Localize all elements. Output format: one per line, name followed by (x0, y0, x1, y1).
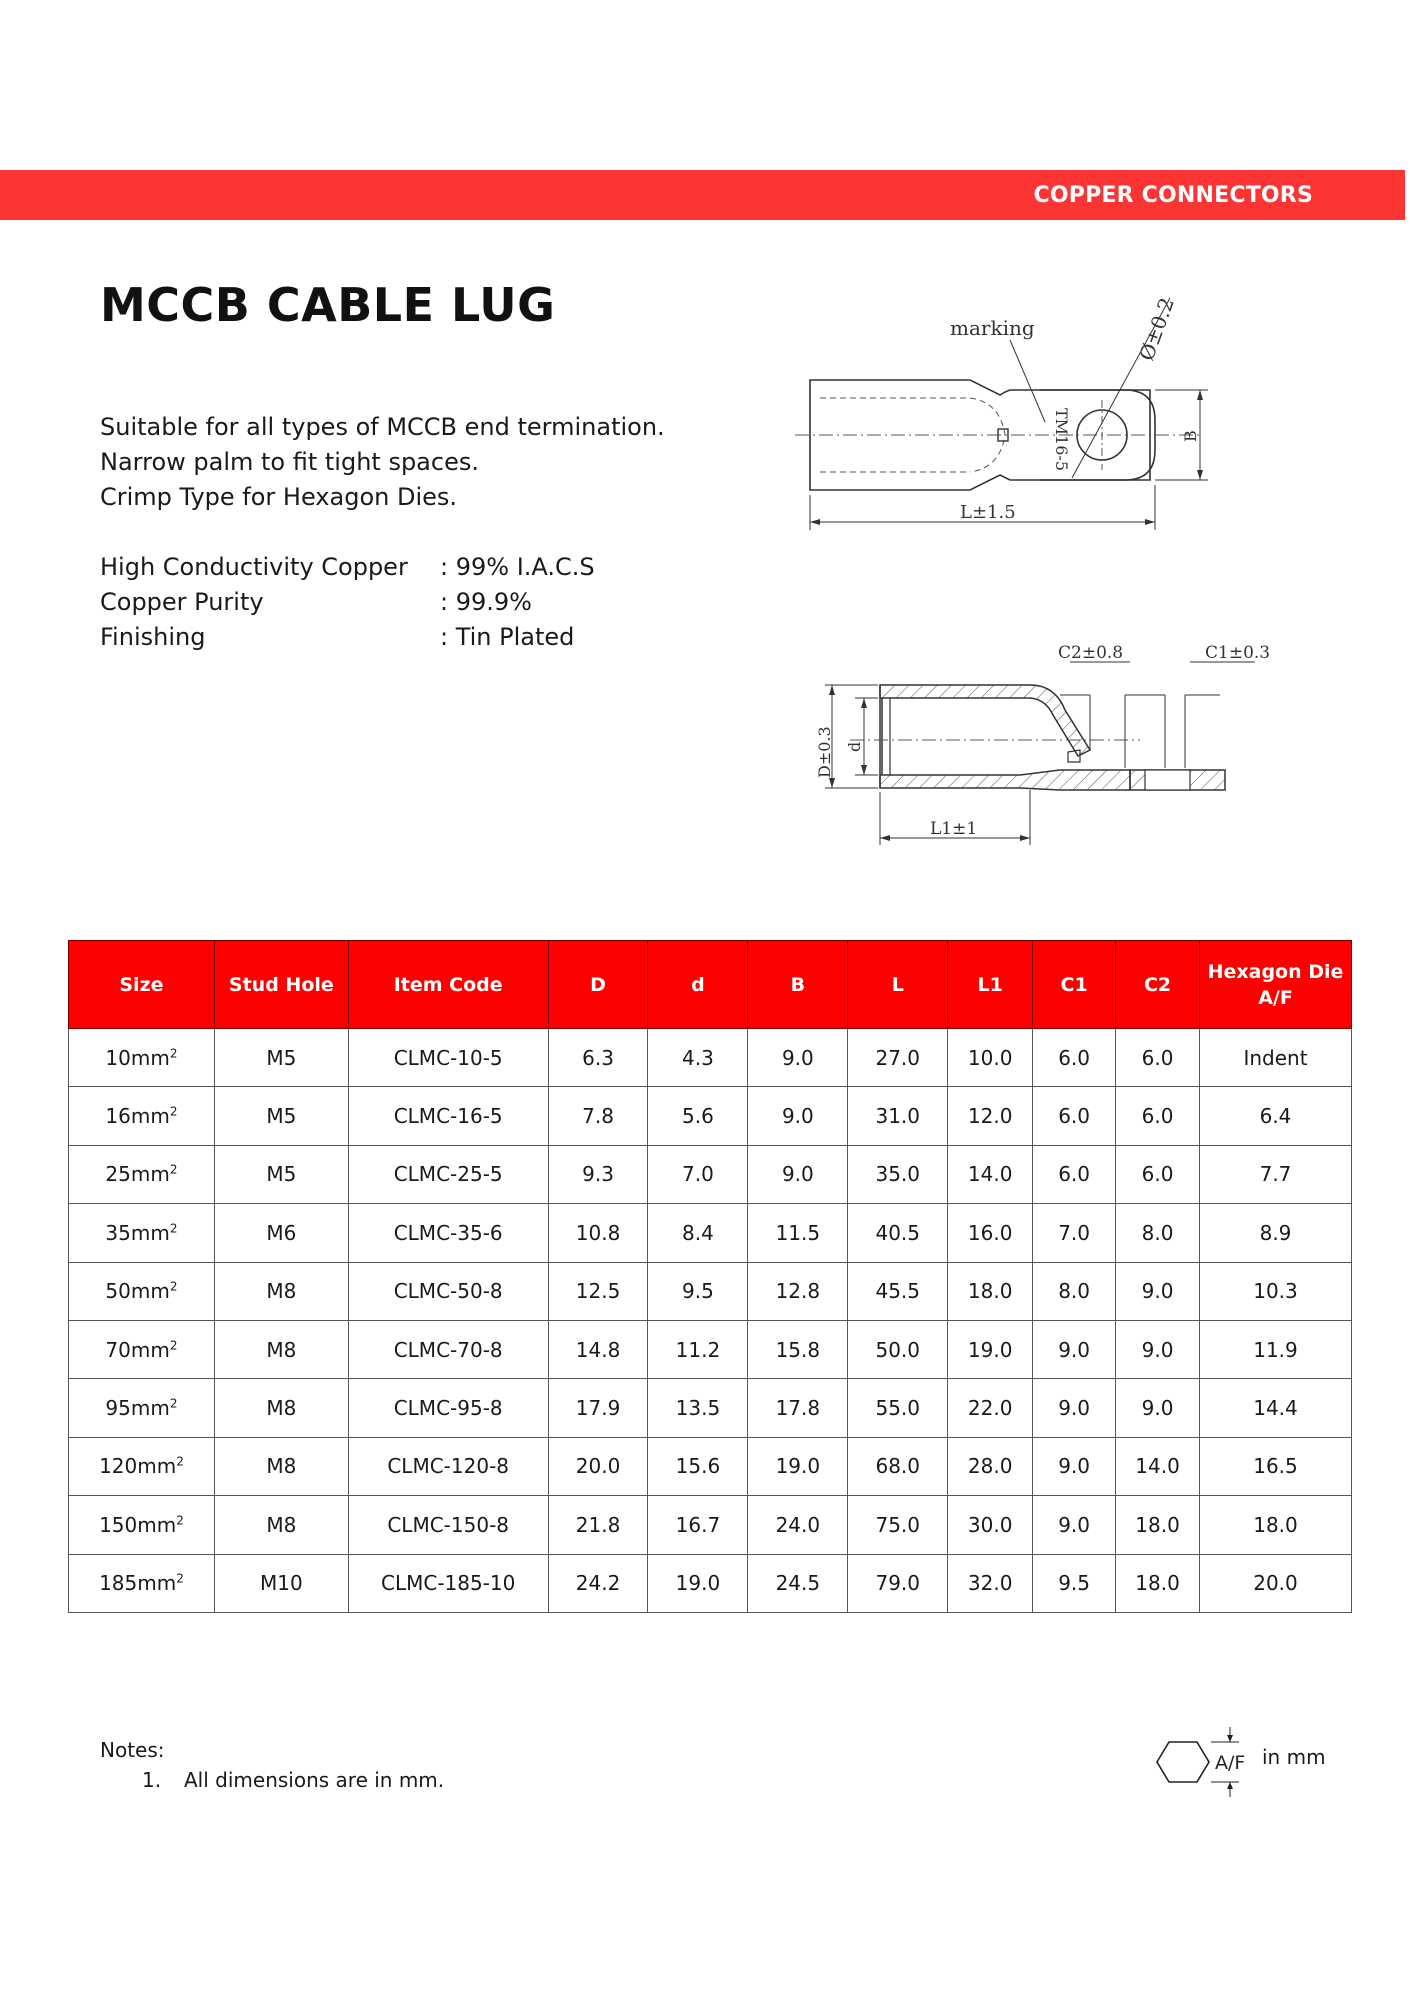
cell-value: 6.0 (1141, 1162, 1174, 1187)
cell-value: 11.5 (775, 1220, 821, 1245)
cell-value: 19.0 (775, 1454, 821, 1479)
cell-value: 10.0 (967, 1045, 1013, 1070)
header-banner (0, 170, 1405, 220)
table-cell (848, 1496, 948, 1554)
table-cell (1200, 1320, 1352, 1378)
cell-value: 95mm (105, 1396, 170, 1421)
notes-heading: Notes: (100, 1738, 165, 1762)
table-cell (948, 1554, 1033, 1612)
cell-value: 6.0 (1058, 1104, 1090, 1129)
cell-value: 13.5 (675, 1396, 721, 1421)
cell-value: CLMC-16-5 (393, 1104, 503, 1129)
cell-value: 14.0 (1135, 1454, 1180, 1479)
dimensions-table (68, 940, 1352, 1613)
cell-value: 150mm (99, 1512, 177, 1537)
cell-value: 20.0 (575, 1454, 621, 1479)
marking-label: marking (950, 316, 1035, 340)
cell-value: M5 (266, 1104, 297, 1129)
cell-value: 4.3 (682, 1045, 714, 1070)
cell-value: 12.8 (775, 1279, 821, 1304)
feature-list (100, 410, 665, 515)
table-cell (948, 1379, 1033, 1437)
l-dimension-label: L±1.5 (960, 502, 1016, 523)
cell-value: M5 (266, 1045, 297, 1070)
table-cell (648, 1554, 748, 1612)
table-cell (1200, 1204, 1352, 1262)
column-header: L1 (948, 941, 1033, 1029)
cell-value: 14.4 (1253, 1396, 1298, 1421)
cell-value: M8 (266, 1512, 297, 1537)
cell-value: 22.0 (967, 1396, 1013, 1421)
cell-value: 16mm (105, 1104, 170, 1129)
table-cell (748, 1087, 848, 1145)
cell-value: 24.5 (775, 1571, 821, 1596)
cell-value: 9.5 (1058, 1571, 1090, 1596)
table-cell (1033, 1379, 1116, 1437)
table-cell (348, 1379, 548, 1437)
table-cell (214, 1437, 348, 1495)
table-cell (548, 1204, 648, 1262)
cell-value: 27.0 (875, 1045, 921, 1070)
table-cell (348, 1496, 548, 1554)
d-outer-dimension-label: D±0.3 (815, 726, 834, 778)
unit-superscript: 2 (169, 1396, 178, 1411)
d-inner-dimension-label: d (845, 741, 864, 752)
cell-value: 6.0 (1141, 1045, 1174, 1070)
unit-label: in mm (1262, 1745, 1326, 1769)
cell-value: 14.8 (575, 1337, 621, 1362)
spec-value: : 99.9% (440, 588, 532, 616)
cell-value: 68.0 (875, 1454, 921, 1479)
table-cell (69, 1262, 215, 1320)
lug-side-view-drawing (770, 640, 1271, 850)
cell-value: CLMC-10-5 (393, 1045, 503, 1070)
table-cell (548, 1145, 648, 1203)
cell-value: 8.0 (1058, 1279, 1090, 1304)
cell-value: 10mm (105, 1045, 170, 1070)
notes-section (100, 1735, 444, 1795)
table-cell (1116, 1320, 1200, 1378)
table-row (69, 1379, 1352, 1437)
cell-value: 20.0 (1253, 1571, 1298, 1596)
table-cell (848, 1437, 948, 1495)
cell-value: 120mm (99, 1454, 177, 1479)
cell-value: 185mm (99, 1571, 177, 1596)
cell-value: 45.5 (875, 1279, 921, 1304)
table-cell (848, 1320, 948, 1378)
unit-superscript: 2 (176, 1454, 184, 1469)
table-cell (1200, 1496, 1352, 1554)
table-cell (948, 1320, 1033, 1378)
table-cell (69, 1437, 215, 1495)
cell-value: 6.3 (582, 1045, 614, 1070)
cell-value: 9.0 (781, 1162, 814, 1187)
table-cell (548, 1087, 648, 1145)
table-cell (948, 1029, 1033, 1087)
table-cell (648, 1029, 748, 1087)
table-row (69, 1204, 1352, 1262)
table-cell (69, 1320, 215, 1378)
cell-value: 7.7 (1259, 1162, 1292, 1187)
table-cell (848, 1379, 948, 1437)
table-cell (748, 1496, 848, 1554)
table-row (69, 1320, 1352, 1378)
table-cell (1033, 1320, 1116, 1378)
af-label: A/F (1215, 1752, 1246, 1774)
cell-value: 8.9 (1259, 1220, 1292, 1245)
cell-value: 9.0 (1058, 1512, 1090, 1537)
cell-value: 28.0 (967, 1454, 1013, 1479)
feature-item: Suitable for all types of MCCB end termination. (100, 413, 665, 441)
b-dimension-label: B (1181, 430, 1200, 442)
cell-value: 7.0 (1058, 1220, 1090, 1245)
table-cell (548, 1437, 648, 1495)
table-cell (348, 1554, 548, 1612)
table-row (69, 1262, 1352, 1320)
column-header: C2 (1116, 941, 1200, 1029)
category-label: COPPER CONNECTORS (1033, 183, 1313, 208)
cell-value: M5 (266, 1162, 297, 1187)
cell-value: M8 (266, 1337, 297, 1362)
cell-value: M8 (266, 1279, 297, 1304)
unit-superscript: 2 (169, 1104, 178, 1119)
unit-superscript: 2 (169, 1279, 178, 1294)
column-header: Item Code (348, 941, 548, 1029)
cell-value: 6.4 (1259, 1104, 1292, 1129)
table-cell (848, 1554, 948, 1612)
table-cell (548, 1496, 648, 1554)
table-cell (1116, 1262, 1200, 1320)
cell-value: 9.0 (781, 1104, 814, 1129)
cell-value: 10.3 (1253, 1279, 1298, 1304)
table-cell (548, 1379, 648, 1437)
column-header: Stud Hole (214, 941, 348, 1029)
table-cell (1116, 1145, 1200, 1203)
cell-value: CLMC-150-8 (387, 1512, 510, 1537)
table-header-row (69, 941, 1352, 1029)
cell-value: 17.9 (575, 1396, 621, 1421)
table-cell (748, 1262, 848, 1320)
table-cell (1116, 1379, 1200, 1437)
cell-value: 9.0 (1058, 1337, 1090, 1362)
spec-value: : 99% I.A.C.S (440, 553, 595, 581)
column-header-hexagon-die (1200, 941, 1352, 1029)
cell-value: 50.0 (875, 1337, 921, 1362)
table-cell (848, 1087, 948, 1145)
cell-value: 12.0 (967, 1104, 1013, 1129)
table-cell (1200, 1145, 1352, 1203)
cell-value: Indent (1243, 1045, 1308, 1070)
c1-dimension-label: C1±0.3 (1205, 643, 1271, 663)
table-cell (748, 1145, 848, 1203)
table-cell (948, 1496, 1033, 1554)
table-cell (848, 1262, 948, 1320)
cell-value: 10.8 (575, 1220, 621, 1245)
table-cell (214, 1379, 348, 1437)
cell-value: 16.7 (675, 1512, 721, 1537)
table-cell (648, 1204, 748, 1262)
table-cell (1033, 1145, 1116, 1203)
feature-item: Crimp Type for Hexagon Dies. (100, 483, 458, 511)
cell-value: CLMC-95-8 (393, 1396, 503, 1421)
cell-value: 8.4 (682, 1220, 714, 1245)
cell-value: 24.2 (575, 1571, 621, 1596)
table-cell (748, 1320, 848, 1378)
cell-value: 9.5 (682, 1279, 714, 1304)
table-row (69, 1145, 1352, 1203)
table-cell (69, 1379, 215, 1437)
table-cell (648, 1320, 748, 1378)
cell-value: 17.8 (775, 1396, 821, 1421)
cell-value: M10 (259, 1571, 303, 1596)
feature-item: Narrow palm to fit tight spaces. (100, 448, 479, 476)
table-cell (1033, 1204, 1116, 1262)
cell-value: 18.0 (1253, 1512, 1298, 1537)
table-cell (1200, 1379, 1352, 1437)
cell-value: 12.5 (575, 1279, 621, 1304)
table-cell (548, 1029, 648, 1087)
note-number: 1. (142, 1768, 162, 1792)
unit-superscript: 2 (169, 1337, 178, 1352)
unit-superscript: 2 (169, 1221, 178, 1236)
unit-superscript: 2 (169, 1162, 178, 1177)
spec-label: Finishing (100, 623, 206, 651)
column-header: C1 (1033, 941, 1116, 1029)
table-cell (948, 1087, 1033, 1145)
table-cell (1116, 1554, 1200, 1612)
table-cell (348, 1262, 548, 1320)
note-item (100, 1765, 444, 1795)
column-header: d (648, 941, 748, 1029)
table-body (69, 1029, 1352, 1613)
c2-dimension-label: C2±0.8 (1058, 643, 1124, 663)
table-cell (648, 1262, 748, 1320)
cell-value: CLMC-185-10 (380, 1571, 516, 1596)
cell-value: 18.0 (967, 1279, 1013, 1304)
cell-value: 9.0 (1141, 1396, 1174, 1421)
table-cell (548, 1554, 648, 1612)
table-cell (214, 1029, 348, 1087)
table-cell (748, 1554, 848, 1612)
cell-value: 7.8 (582, 1104, 614, 1129)
cell-value: 6.0 (1058, 1162, 1090, 1187)
stamp-label: TM16-5 (1052, 408, 1071, 471)
table-cell (214, 1262, 348, 1320)
spec-label: High Conductivity Copper (100, 553, 408, 581)
cell-value: 30.0 (967, 1512, 1013, 1537)
table-cell (1033, 1262, 1116, 1320)
cell-value: 18.0 (1135, 1571, 1180, 1596)
cell-value: 9.0 (1058, 1454, 1090, 1479)
cell-value: CLMC-70-8 (393, 1337, 503, 1362)
table-cell (948, 1145, 1033, 1203)
hexagon-af-icon (1155, 1725, 1265, 1800)
table-cell (214, 1320, 348, 1378)
cell-value: CLMC-35-6 (393, 1220, 503, 1245)
spec-row (100, 620, 595, 655)
spec-value: : Tin Plated (440, 623, 575, 651)
cell-value: 70mm (105, 1337, 170, 1362)
column-header: B (748, 941, 848, 1029)
cell-value: 16.5 (1253, 1454, 1298, 1479)
table-cell (948, 1204, 1033, 1262)
table-cell (948, 1262, 1033, 1320)
table-cell (548, 1262, 648, 1320)
table-cell (648, 1087, 748, 1145)
table-cell (69, 1496, 215, 1554)
cell-value: M8 (266, 1454, 297, 1479)
table-cell (348, 1029, 548, 1087)
cell-value: M6 (266, 1220, 297, 1245)
table-cell (1200, 1437, 1352, 1495)
table-row (69, 1554, 1352, 1612)
note-text: All dimensions are in mm. (184, 1768, 445, 1792)
table-cell (69, 1029, 215, 1087)
cell-value: 35.0 (875, 1162, 921, 1187)
spec-row (100, 585, 595, 620)
table-cell (748, 1437, 848, 1495)
table-cell (1033, 1554, 1116, 1612)
table-cell (648, 1496, 748, 1554)
table-cell (1116, 1029, 1200, 1087)
cell-value: 5.6 (682, 1104, 714, 1129)
table-cell (1200, 1087, 1352, 1145)
table-cell (69, 1087, 215, 1145)
table-cell (948, 1437, 1033, 1495)
table-cell (1033, 1437, 1116, 1495)
l1-dimension-label: L1±1 (930, 819, 978, 839)
diameter-label: Ø±0.2 (1134, 294, 1179, 364)
table-row (69, 1029, 1352, 1087)
cell-value: 9.0 (1141, 1337, 1174, 1362)
table-cell (848, 1029, 948, 1087)
cell-value: 50mm (105, 1279, 170, 1304)
table-cell (648, 1145, 748, 1203)
table-cell (648, 1379, 748, 1437)
cell-value: 14.0 (967, 1162, 1013, 1187)
table-cell (214, 1087, 348, 1145)
cell-value: 55.0 (875, 1396, 921, 1421)
cell-value: 9.0 (1141, 1279, 1174, 1304)
table-cell (214, 1145, 348, 1203)
column-header: Size (69, 941, 215, 1029)
cell-value: 7.0 (682, 1162, 714, 1187)
table-cell (69, 1145, 215, 1203)
cell-value: 8.0 (1141, 1220, 1174, 1245)
table-cell (348, 1320, 548, 1378)
cell-value: 32.0 (967, 1571, 1013, 1596)
cell-value: CLMC-25-5 (393, 1162, 503, 1187)
spec-list (100, 550, 595, 655)
table-cell (1200, 1262, 1352, 1320)
page-title: MCCB CABLE LUG (100, 278, 556, 332)
table-cell (69, 1554, 215, 1612)
table-cell (1116, 1496, 1200, 1554)
cell-value: 9.3 (582, 1162, 614, 1187)
spec-row (100, 550, 595, 585)
table-cell (1116, 1087, 1200, 1145)
table-cell (1033, 1496, 1116, 1554)
cell-value: 9.0 (1058, 1396, 1090, 1421)
table-cell (748, 1204, 848, 1262)
table-cell (848, 1145, 948, 1203)
unit-superscript: 2 (169, 1046, 178, 1061)
table-cell (348, 1204, 548, 1262)
cell-value: 75.0 (875, 1512, 921, 1537)
cell-value: 79.0 (875, 1571, 921, 1596)
table-cell (1200, 1554, 1352, 1612)
cell-value: 40.5 (875, 1220, 921, 1245)
table-cell (1116, 1437, 1200, 1495)
cell-value: 24.0 (775, 1512, 821, 1537)
table-cell (214, 1496, 348, 1554)
cell-value: 11.9 (1253, 1337, 1298, 1362)
cell-value: 21.8 (575, 1512, 621, 1537)
table-cell (1033, 1087, 1116, 1145)
cell-value: 11.2 (675, 1337, 721, 1362)
table-cell (69, 1204, 215, 1262)
column-header: D (548, 941, 648, 1029)
hex-header-line2: A/F (1258, 986, 1293, 1009)
unit-superscript: 2 (176, 1513, 184, 1528)
cell-value: CLMC-50-8 (393, 1279, 503, 1304)
table-cell (214, 1554, 348, 1612)
cell-value: 19.0 (967, 1337, 1013, 1362)
cell-value: 31.0 (875, 1104, 921, 1129)
cell-value: CLMC-120-8 (387, 1454, 510, 1479)
unit-superscript: 2 (176, 1571, 184, 1586)
table-cell (748, 1379, 848, 1437)
cell-value: 16.0 (967, 1220, 1013, 1245)
cell-value: 6.0 (1058, 1045, 1090, 1070)
cell-value: 6.0 (1141, 1104, 1174, 1129)
table-cell (748, 1029, 848, 1087)
spec-label: Copper Purity (100, 588, 264, 616)
table-cell (214, 1204, 348, 1262)
table-cell (848, 1204, 948, 1262)
table-cell (548, 1320, 648, 1378)
table-row (69, 1087, 1352, 1145)
table-cell (348, 1437, 548, 1495)
hex-header-line1: Hexagon Die (1207, 960, 1344, 983)
cell-value: 15.6 (675, 1454, 721, 1479)
table-row (69, 1437, 1352, 1495)
cell-value: 18.0 (1135, 1512, 1180, 1537)
table-row (69, 1496, 1352, 1554)
table-cell (348, 1087, 548, 1145)
lug-top-view-drawing (780, 290, 1220, 540)
table-cell (1033, 1029, 1116, 1087)
cell-value: 19.0 (675, 1571, 721, 1596)
cell-value: 9.0 (781, 1045, 814, 1070)
cell-value: 25mm (105, 1162, 170, 1187)
cell-value: 15.8 (775, 1337, 821, 1362)
column-header: L (848, 941, 948, 1029)
cell-value: 35mm (105, 1220, 170, 1245)
table-cell (1116, 1204, 1200, 1262)
table-cell (348, 1145, 548, 1203)
table-cell (1200, 1029, 1352, 1087)
table-cell (648, 1437, 748, 1495)
cell-value: M8 (266, 1396, 297, 1421)
